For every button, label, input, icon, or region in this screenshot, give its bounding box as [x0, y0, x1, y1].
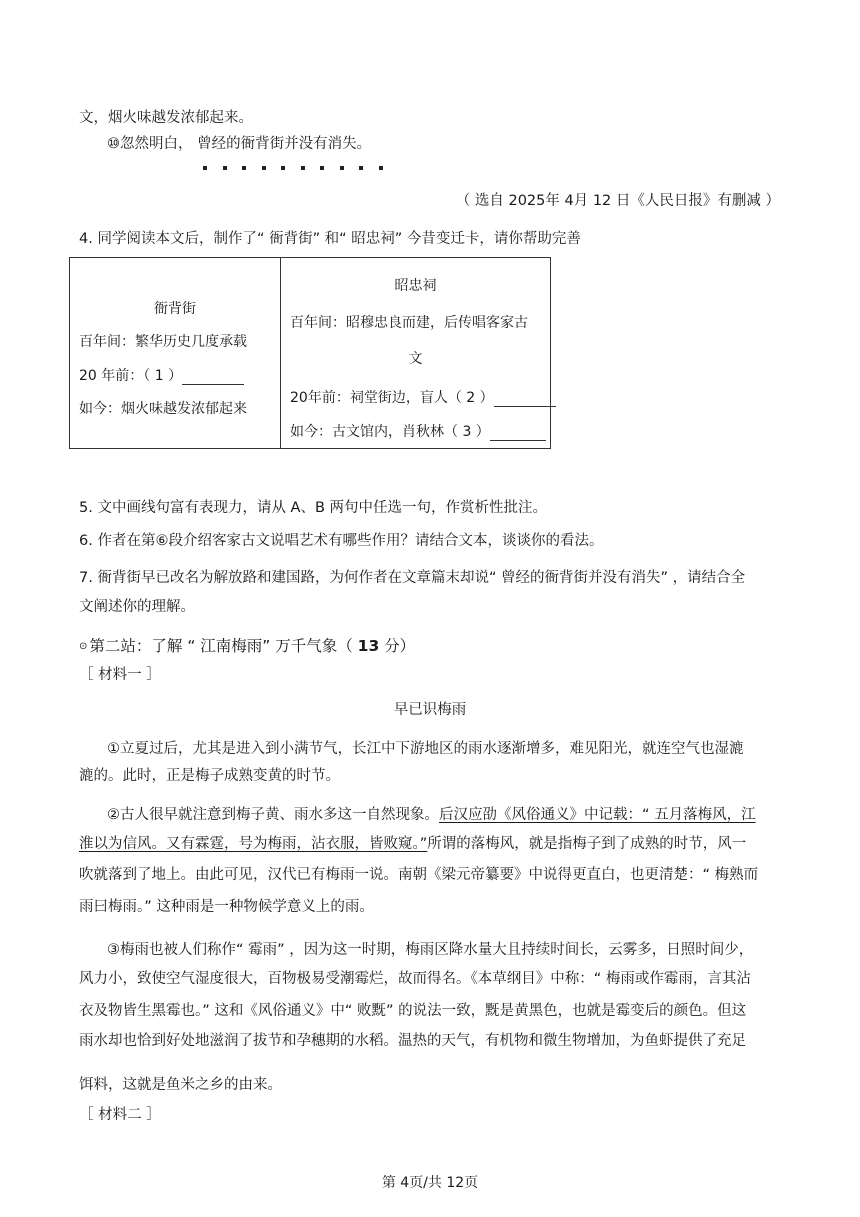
change-card-table [69, 257, 551, 449]
article-title: 早已识梅雨 [393, 702, 467, 718]
material-1-label: ［ 材料一 ］ [79, 667, 161, 683]
card-left-row: 百年间：繁华历史几度承载 [79, 334, 247, 350]
question-4: 4. 同学阅读本文后，制作了“ 衙背街” 和“ 昭忠祠” 今昔变迁卡，请你帮助完善 [79, 231, 581, 247]
material-2-label: ［ 材料二 ］ [79, 1107, 161, 1123]
question-7: 7. 衙背街早已改名为解放路和建国路，为何作者在文章篇末却说“ 曾经的衙背街并没有消失” ，请结合全 [79, 570, 746, 586]
paragraph-2-cont: 吹就落到了地上。由此可见，汉代已有梅雨一说。南朝《梁元帝纂要》中说得更直白，也更清楚：“ 梅熟而 [79, 867, 759, 883]
paragraph-3: ③梅雨也被人们称作“ 霉雨” ，因为这一时期，梅雨区降水量大且持续时间长，云雾多，日照时间少， [107, 942, 754, 958]
paragraph-3-cont: 衣及物皆生黑霉也。” 这和《风俗通义》中“ 败黖” 的说法一致，黖是黄黑色，也就是霉变后的颜色。但这 [79, 1003, 747, 1019]
card-right-row: 如今：古文馆内，肖秋林（ 3 ） [290, 421, 546, 441]
underlined-quote: 淮以为信风。又有霖霆，号为梅雨，沾衣服，皆败窥。” [79, 836, 428, 852]
paragraph-3-cont: 风力小，致使空气湿度很大，百物极易受潮霉烂，故而得名。《本草纲目》中称：“ 梅雨或作霉雨，言其沾 [79, 971, 751, 987]
emphasis-dots [203, 158, 398, 174]
text-line: ⑩忽然明白， 曾经的衙背街并没有消失。 [107, 136, 372, 152]
underlined-quote: 后汉应劭《风俗通义》中记载：“ 五月落梅风，江 [439, 807, 756, 823]
paragraph-2: ②古人很早就注意到梅子黄、雨水多这一自然现象。后汉应劭《风俗通义》中记载：“ 五月落梅风，江 [107, 807, 756, 823]
card-right-row: 20年前：祠堂街边，盲人（ 2 ） [290, 387, 556, 407]
question-7-cont: 文阐述你的理解。 [79, 599, 195, 615]
answer-blank-3[interactable] [490, 440, 546, 441]
card-right-title: 昭忠祠 [394, 278, 437, 294]
card-right-cell [281, 258, 551, 449]
paragraph-3-cont: 饵料，这就是鱼米之乡的由来。 [79, 1077, 282, 1093]
answer-blank-2[interactable] [494, 406, 556, 407]
question-5: 5. 文中画线句富有表现力，请从 A、B 两句中任选一句，作赏析性批注。 [79, 500, 548, 516]
card-left-cell [70, 258, 281, 449]
card-left-row: 如今：烟火味越发浓郁起来 [79, 401, 247, 417]
card-left-row: 20 年前：（ 1 ） [79, 365, 244, 385]
text-line: 文，烟火味越发浓郁起来。 [79, 110, 253, 126]
page-footer: 第 4页/共 12页 [381, 1175, 479, 1191]
answer-blank-1[interactable] [182, 384, 244, 385]
paragraph-1-cont: 漉的。此时，正是梅子成熟变黄的时节。 [79, 768, 340, 784]
card-right-row: 百年间：昭穆忠良而建，后传唱客家古 [290, 315, 528, 331]
circle-bullet-icon: ⊙ [79, 641, 88, 652]
paragraph-2-cont: 淮以为信风。又有霖霆，号为梅雨，沾衣服，皆败窥。”所谓的落梅风，就是指梅子到了成熟的时节，风一 [79, 836, 747, 852]
card-left-title: 衙背街 [154, 301, 196, 317]
source-citation: （ 选自 2025年 4月 12 日《人民日报》有删减 ） [455, 193, 780, 209]
paragraph-2-cont: 雨曰梅雨。” 这种雨是一种物候学意义上的雨。 [79, 899, 374, 915]
card-right-row: 文 [408, 351, 423, 367]
paragraph-1: ①立夏过后，尤其是进入到小满节气，长江中下游地区的雨水逐渐增多，难见阳光，就连空气也湿漉 [107, 741, 744, 757]
station-2-heading: ⊙ 第二站：了解 “ 江南梅雨” 万千气象（ 13 分） [79, 637, 416, 655]
paragraph-3-cont: 雨水却也恰到好处地滋润了拔节和孕穗期的水稻。温热的天气，有机物和微生物增加，为鱼虾提供了充足 [79, 1033, 746, 1049]
question-6: 6. 作者在第⑥段介绍客家古文说唱艺术有哪些作用？请结合文本，谈谈你的看法。 [79, 533, 604, 549]
